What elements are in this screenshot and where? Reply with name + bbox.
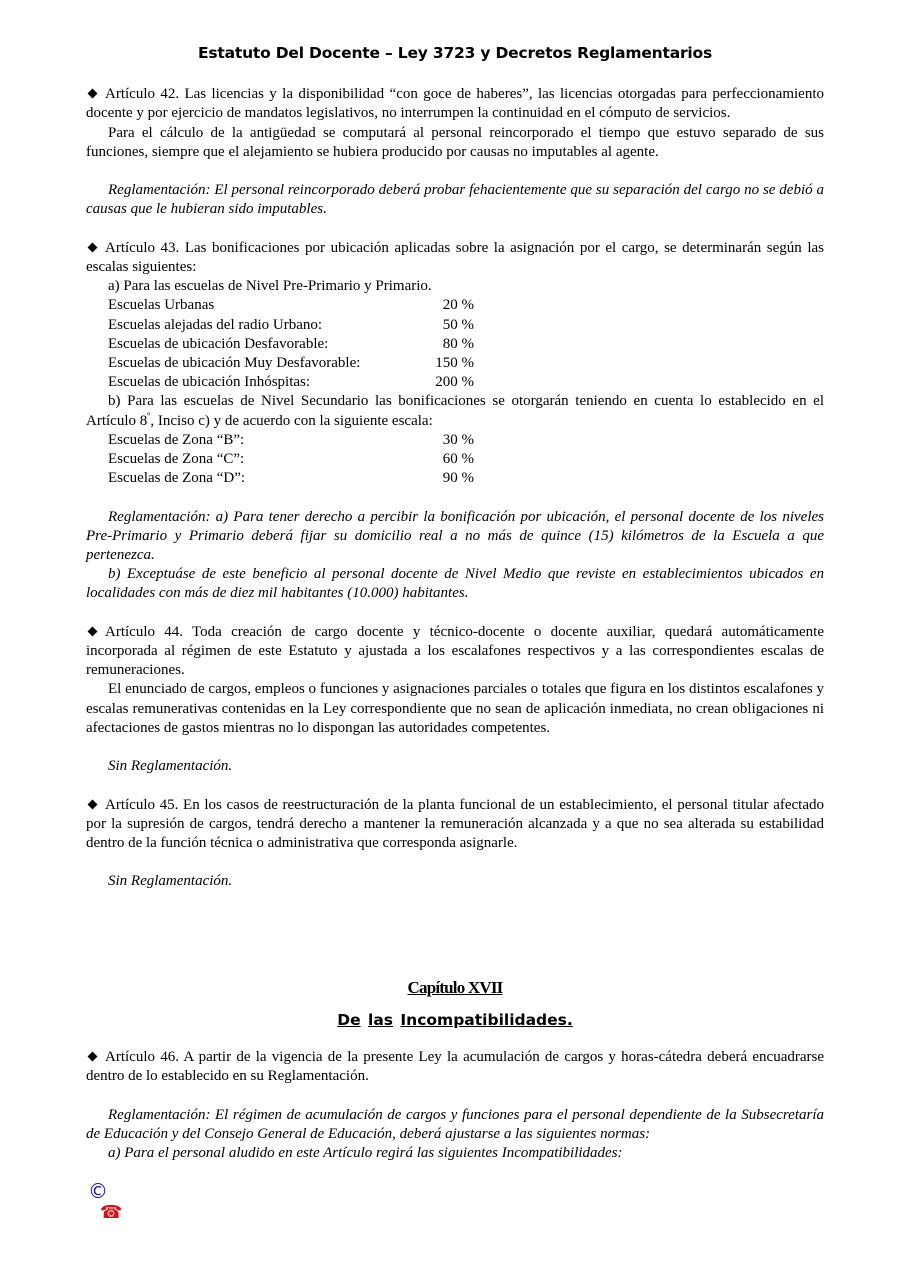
- article-43-section-a-title: a) Para las escuelas de Nivel Pre-Primario y Primario.: [108, 278, 432, 295]
- page-header-title: Estatuto Del Docente – Ley 3723 y Decretos Reglamentarios: [197, 44, 713, 62]
- article-43-section-b: b) Para las escuelas de Nivel Secundario las bonificaciones se otorgarán teniendo en cuenta lo establecido en el Artículo $8^º$, Inciso c) y de acuerdo con la siguiente escala:: [86, 393, 824, 429]
- article-46-paragraph: Artículo 46. A partir de la vigencia de la presente Ley la acumulación de cargos y horas-cátedra deberá encuadrarse dentro de lo establecido en su Reglamentación.: [86, 1049, 824, 1085]
- article-42-regulation: Reglamentación: El personal reincorporado deberá probar fehacientemente que su separación del cargo no se debió a causas que le hubieran sido imputables.: [86, 182, 824, 218]
- scale-row: Escuelas de Zona “B”: 30 %: [108, 431, 474, 448]
- bullet-diamond-icon: [88, 799, 98, 809]
- chapter-subtitle: De las Incompatibilidades.: [337, 1010, 573, 1029]
- page-footer: [88, 1180, 122, 1224]
- article-44-regulation: Sin Reglamentación.: [108, 758, 233, 775]
- article-43-paragraph: Artículo 43. Las bonificaciones por ubicación aplicadas sobre la asignación por el cargo, se determinarán según las escalas siguientes:: [86, 239, 824, 275]
- telephone-icon: ☎: [100, 1202, 123, 1223]
- article-43-regulation-a: Reglamentación: a) Para tener derecho a percibir la bonificación por ubicación, el personal docente de los niveles Pre-Primario y Primario deberá fijar su domicilio real a no más de quince (15) kilómetros de la Escuela a que pertenezca.: [86, 508, 824, 564]
- scale-row: Escuelas de Zona “C”: 60 %: [108, 451, 474, 468]
- bullet-diamond-icon: [88, 1052, 98, 1062]
- article-44-paragraph-2: El enunciado de cargos, empleos o funciones y asignaciones parciales o totales que figura en los distintos escalafones y escalas remunerativas contenidas en la Ley correspondiente que no sean de aplicación inmediata, no crean obligaciones ni afectaciones de gastos mientras no lo dispongan las autoridades competentes.: [86, 681, 824, 736]
- bullet-diamond-icon: [88, 626, 98, 636]
- copyright-icon: ©: [88, 1179, 108, 1203]
- article-45-paragraph: Artículo 45. En los casos de reestructuración de la planta funcional de un establecimiento, el personal titular afectado por la supresión de cargos, tendrá derecho a mantener la remuneración alcanzada y a que no sea alterada su estabilidad dentro de la función técnica o administrativa que corresponda asignarle.: [86, 796, 824, 852]
- bullet-diamond-icon: [88, 242, 98, 252]
- article-43-regulation-b: b) Exceptuáse de este beneficio al personal docente de Nivel Medio que reviste en establecimientos ubicados en localidades con más de diez mil habitantes (10.000) habitantes.: [86, 566, 824, 602]
- scale-row: Escuelas de ubicación Inhóspitas: 200 %: [108, 374, 474, 391]
- bullet-diamond-icon: [88, 89, 98, 99]
- article-42-paragraph: Artículo 42. Las licencias y la disponibilidad “con goce de haberes”, las licencias otorgadas para perfeccionamiento docente y por ejercicio de mandatos legislativos, no interrumpen la continuidad en el cómputo de servicios.: [86, 86, 824, 122]
- scale-row: Escuelas de ubicación Desfavorable: 80 %: [108, 335, 474, 352]
- article-46-regulation: Reglamentación: El régimen de acumulación de cargos y funciones para el personal dependiente de la Subsecretaría de Educación y del Consejo General de Educación, deberá ajustarse a las siguientes normas:: [86, 1106, 824, 1142]
- article-42-paragraph-2: Para el cálculo de la antigüedad se computará al personal reincorporado el tiempo que estuvo separado de sus funciones, siempre que el alejamiento se hubiera producido por causas no imputables al agente.: [86, 124, 824, 160]
- document-page: [86, 40, 824, 1163]
- scale-row: Escuelas alejadas del radio Urbano: 50 %: [108, 316, 474, 333]
- scale-row: Escuelas de ubicación Muy Desfavorable: 150 %: [108, 355, 474, 372]
- scale-row: Escuelas Urbanas 20 %: [108, 297, 474, 314]
- scale-row: Escuelas de Zona “D”: 90 %: [108, 470, 474, 487]
- article-46-regulation-a: a) Para el personal aludido en este Artículo regirá las siguientes Incompatibilidades:: [108, 1145, 623, 1162]
- article-44-paragraph: Artículo 44. Toda creación de cargo docente y técnico-docente o docente auxiliar, quedará automáticamente incorporada al régimen de este Estatuto y ajustada a los escalafones respectivos y a las correspondientes escalas de remuneraciones.: [86, 623, 824, 679]
- article-45-regulation: Sin Reglamentación.: [108, 873, 233, 890]
- chapter-title: Capítulo XVII: [407, 977, 503, 997]
